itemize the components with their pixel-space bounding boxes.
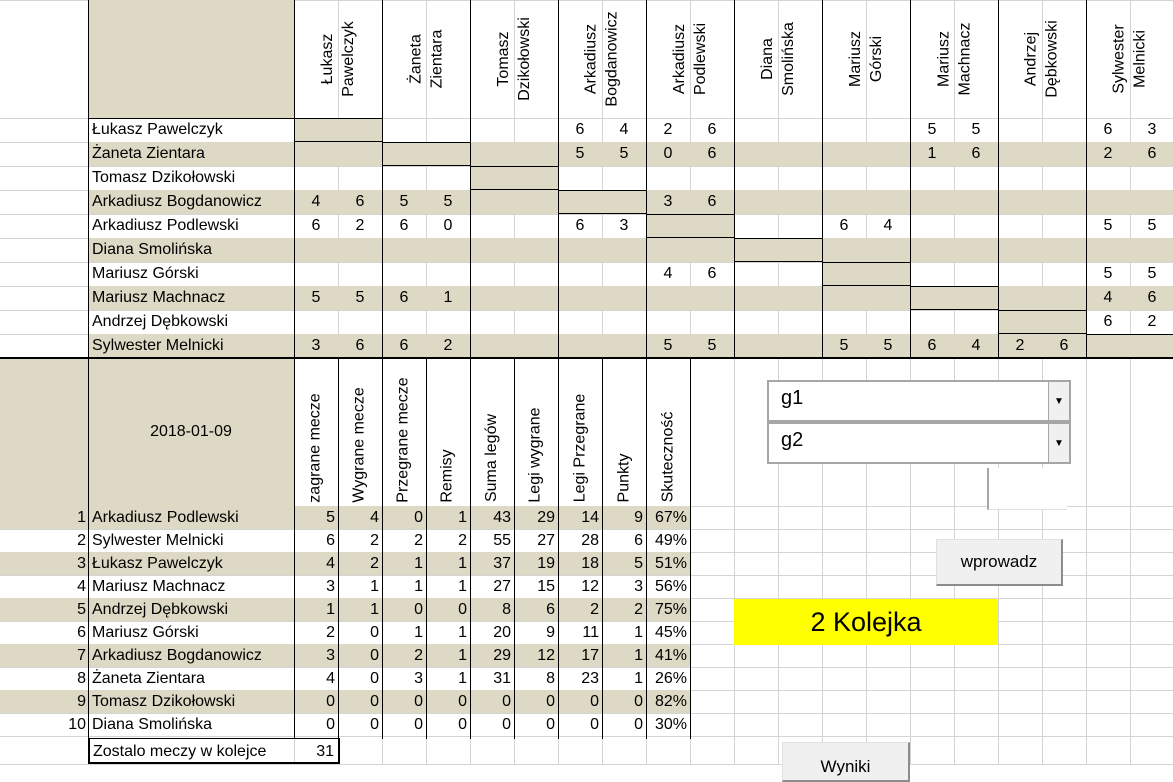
stat-header-label: Suma legów xyxy=(483,413,501,503)
stat-column-header xyxy=(602,360,646,506)
stat-cell: 8 xyxy=(502,601,511,618)
table-border xyxy=(734,261,822,262)
stat-cell: 5 xyxy=(634,555,643,572)
stat-cell: 12 xyxy=(581,578,599,595)
column-header-label: Sylwester Melnicki xyxy=(1110,24,1149,94)
score-cell: 2 xyxy=(443,337,453,354)
score-cell: 5 xyxy=(575,145,585,162)
stat-cell: 4 xyxy=(326,555,335,572)
stat-cell: 0 xyxy=(414,509,423,526)
stat-cell: 0 xyxy=(414,693,423,710)
stat-cell: 1 xyxy=(414,578,423,595)
diagonal-fill xyxy=(910,286,998,310)
score-cell: 5 xyxy=(355,289,365,306)
score-cell: 6 xyxy=(1059,337,1069,354)
table-border xyxy=(998,0,999,358)
stat-cell: 1 xyxy=(458,509,467,526)
score-cell: 6 xyxy=(707,193,717,210)
player-1-combo[interactable] xyxy=(767,380,1071,422)
stat-header-label: Legi Przegrane xyxy=(571,393,589,502)
score-cell: 4 xyxy=(619,121,629,138)
score-cell: 3 xyxy=(619,217,629,234)
table-border xyxy=(382,165,470,166)
round-banner: 2 Kolejka xyxy=(734,599,998,645)
table-border xyxy=(470,166,558,167)
stat-cell: 4 xyxy=(326,670,335,687)
efficiency-cell: 75% xyxy=(654,601,687,618)
column-header-label: Diana Smolińska xyxy=(759,22,797,96)
table-border xyxy=(88,358,89,739)
rank-cell: 9 xyxy=(77,693,86,710)
stat-cell: 23 xyxy=(581,670,599,687)
remaining-value: 31 xyxy=(316,743,334,760)
table-border xyxy=(822,285,910,286)
stat-column-header xyxy=(470,360,514,506)
table-border xyxy=(822,0,823,358)
score-cell: 2 xyxy=(1103,145,1113,162)
column-header-label: Tomasz Dzikołowski xyxy=(494,17,533,101)
stat-cell: 1 xyxy=(458,555,467,572)
score-cell: 6 xyxy=(311,217,321,234)
score-cell: 5 xyxy=(619,145,629,162)
score-cell: 5 xyxy=(1103,265,1113,282)
efficiency-cell: 26% xyxy=(654,670,687,687)
score-cell: 6 xyxy=(355,337,365,354)
stat-header-label: Legi wygrane xyxy=(527,406,545,503)
table-border xyxy=(822,262,910,263)
score-cell: 2 xyxy=(355,217,365,234)
score-cell: 6 xyxy=(575,217,585,234)
score-cell: 3 xyxy=(1147,121,1157,138)
table-border xyxy=(998,310,1086,311)
rank-cell: 8 xyxy=(77,670,86,687)
rank-cell: 2 xyxy=(77,532,86,549)
score-cell: 4 xyxy=(663,265,673,282)
stat-cell: 0 xyxy=(370,647,379,664)
stat-cell: 1 xyxy=(634,647,643,664)
stat-column-header xyxy=(426,360,470,506)
stat-cell: 4 xyxy=(370,509,379,526)
score-cell: 3 xyxy=(311,337,321,354)
table-border xyxy=(294,118,382,119)
stat-cell: 0 xyxy=(458,693,467,710)
score-cell: 5 xyxy=(1147,265,1157,282)
stat-column-header xyxy=(646,360,690,506)
results-button-label: Wyniki xyxy=(820,757,871,776)
table-border xyxy=(1086,357,1173,358)
score-input[interactable] xyxy=(987,468,1067,510)
table-border xyxy=(294,141,382,142)
stat-cell: 28 xyxy=(581,532,599,549)
stat-cell: 0 xyxy=(370,693,379,710)
score-cell: 4 xyxy=(883,217,893,234)
stat-cell: 15 xyxy=(537,578,555,595)
efficiency-cell: 67% xyxy=(654,509,687,526)
score-cell: 5 xyxy=(399,193,409,210)
rank-cell: 4 xyxy=(77,578,86,595)
stat-cell: 0 xyxy=(326,716,335,733)
stat-cell: 0 xyxy=(414,716,423,733)
stat-cell: 3 xyxy=(634,578,643,595)
efficiency-cell: 30% xyxy=(654,716,687,733)
stat-cell: 11 xyxy=(582,624,599,641)
player-row-label: Diana Smolińska xyxy=(92,241,213,258)
score-cell: 6 xyxy=(1147,145,1157,162)
standing-name: Diana Smolińska xyxy=(92,716,213,733)
rank-cell: 6 xyxy=(77,624,86,641)
score-cell: 0 xyxy=(443,217,453,234)
player-row-label: Arkadiusz Podlewski xyxy=(92,217,239,234)
stat-cell: 1 xyxy=(634,624,643,641)
stat-cell: 0 xyxy=(634,716,643,733)
stat-cell: 1 xyxy=(458,624,467,641)
stat-cell: 3 xyxy=(414,670,423,687)
band-fill xyxy=(88,238,1173,262)
score-cell: 6 xyxy=(927,337,937,354)
score-cell: 6 xyxy=(399,337,409,354)
score-cell: 4 xyxy=(1103,289,1113,306)
stat-cell: 0 xyxy=(370,624,379,641)
diagonal-fill xyxy=(558,190,646,214)
diagonal-fill xyxy=(1086,334,1173,358)
column-header-label: Mariusz Górski xyxy=(846,30,885,88)
score-cell: 4 xyxy=(311,193,321,210)
score-cell: 2 xyxy=(663,121,673,138)
stat-cell: 27 xyxy=(537,532,555,549)
table-border xyxy=(382,142,470,143)
score-cell: 6 xyxy=(399,217,409,234)
stat-cell: 0 xyxy=(546,716,555,733)
remaining-label: Zostalo meczy w kolejce xyxy=(93,743,267,760)
stat-cell: 0 xyxy=(370,716,379,733)
score-cell: 1 xyxy=(927,145,937,162)
table-border xyxy=(88,738,339,739)
stat-cell: 5 xyxy=(326,509,335,526)
stat-cell: 1 xyxy=(370,578,379,595)
table-border xyxy=(690,358,691,739)
band-fill xyxy=(88,286,1173,310)
table-border xyxy=(558,0,559,358)
stat-cell: 1 xyxy=(414,555,423,572)
stat-cell: 0 xyxy=(458,601,467,618)
stat-cell: 2 xyxy=(634,601,643,618)
score-cell: 6 xyxy=(399,289,409,306)
player-row-label: Arkadiusz Bogdanowicz xyxy=(92,193,262,210)
stat-cell: 27 xyxy=(493,578,511,595)
stat-cell: 2 xyxy=(458,532,467,549)
score-cell: 5 xyxy=(707,337,717,354)
column-header-label: Łukasz Pawelczyk xyxy=(318,21,357,97)
score-cell: 3 xyxy=(663,193,673,210)
score-cell: 6 xyxy=(355,193,365,210)
standing-name: Andrzej Dębkowski xyxy=(92,601,229,618)
chevron-down-icon[interactable]: ▼ xyxy=(1048,382,1069,420)
diagonal-fill xyxy=(822,262,910,286)
stat-cell: 2 xyxy=(370,555,379,572)
player-2-value: g2 xyxy=(781,429,804,451)
score-cell: 0 xyxy=(663,145,673,162)
stat-cell: 0 xyxy=(590,693,599,710)
table-border xyxy=(470,189,558,190)
table-border xyxy=(646,214,734,215)
diagonal-fill xyxy=(470,166,558,190)
diagonal-fill xyxy=(646,214,734,238)
stat-cell: 2 xyxy=(370,532,379,549)
stat-cell: 9 xyxy=(546,624,555,641)
stat-cell: 2 xyxy=(414,647,423,664)
standing-name: Sylwester Melnicki xyxy=(92,532,224,549)
diagonal-fill xyxy=(382,142,470,166)
stat-cell: 20 xyxy=(493,624,511,641)
stat-cell: 0 xyxy=(458,716,467,733)
stat-cell: 0 xyxy=(326,693,335,710)
score-cell: 5 xyxy=(443,193,453,210)
gridline xyxy=(1130,0,1131,764)
standing-name: Łukasz Pawelczyk xyxy=(92,555,223,572)
chevron-down-icon[interactable]: ▼ xyxy=(1048,424,1069,462)
column-header-label: Andrzej Dębkowski xyxy=(1022,20,1061,98)
player-2-combo[interactable] xyxy=(767,422,1071,464)
score-cell: 6 xyxy=(707,121,717,138)
diagonal-fill xyxy=(998,310,1086,334)
stat-cell: 1 xyxy=(458,647,467,664)
stat-column-header xyxy=(338,360,382,506)
stat-cell: 29 xyxy=(493,647,511,664)
score-cell: 6 xyxy=(707,145,717,162)
score-cell: 5 xyxy=(311,289,321,306)
stat-cell: 1 xyxy=(458,670,467,687)
stat-cell: 1 xyxy=(634,670,643,687)
stat-cell: 0 xyxy=(502,693,511,710)
score-cell: 6 xyxy=(971,145,981,162)
stat-cell: 0 xyxy=(370,670,379,687)
stat-cell: 0 xyxy=(634,693,643,710)
stat-cell: 1 xyxy=(370,601,379,618)
score-cell: 5 xyxy=(1103,217,1113,234)
diagonal-fill xyxy=(294,118,382,142)
score-cell: 5 xyxy=(663,337,673,354)
player-1-value: g1 xyxy=(781,387,804,409)
column-header-label: Żaneta Zientara xyxy=(406,29,445,89)
stat-cell: 6 xyxy=(326,532,335,549)
gridline xyxy=(0,764,1173,765)
rank-cell: 7 xyxy=(77,647,86,664)
player-row-label: Mariusz Górski xyxy=(92,265,199,282)
table-border xyxy=(646,0,647,358)
table-border xyxy=(910,286,998,287)
stat-cell: 6 xyxy=(634,532,643,549)
standing-name: Tomasz Dzikołowski xyxy=(92,693,236,710)
stat-column-header xyxy=(294,360,338,506)
score-cell: 5 xyxy=(883,337,893,354)
efficiency-cell: 49% xyxy=(654,532,687,549)
stat-cell: 18 xyxy=(581,555,599,572)
efficiency-cell: 82% xyxy=(654,693,687,710)
stat-cell: 3 xyxy=(326,647,335,664)
standing-name: Mariusz Machnacz xyxy=(92,578,226,595)
score-cell: 6 xyxy=(839,217,849,234)
score-cell: 5 xyxy=(927,121,937,138)
stat-cell: 9 xyxy=(634,509,643,526)
score-cell: 5 xyxy=(1147,217,1157,234)
efficiency-cell: 56% xyxy=(654,578,687,595)
score-cell: 1 xyxy=(443,289,453,306)
stat-cell: 17 xyxy=(581,647,599,664)
stat-header-label: Wygrane mecze xyxy=(351,386,369,503)
player-row-label: Łukasz Pawelczyk xyxy=(92,121,223,138)
standing-name: Arkadiusz Bogdanowicz xyxy=(92,647,262,664)
rank-cell: 5 xyxy=(77,601,86,618)
stat-column-header xyxy=(558,360,602,506)
stat-cell: 37 xyxy=(493,555,511,572)
stat-cell: 0 xyxy=(590,716,599,733)
standing-name: Arkadiusz Podlewski xyxy=(92,509,239,526)
stat-cell: 8 xyxy=(546,670,555,687)
diagonal-fill xyxy=(734,238,822,262)
stat-cell: 14 xyxy=(581,509,599,526)
efficiency-cell: 51% xyxy=(654,555,687,572)
stat-cell: 29 xyxy=(537,509,555,526)
table-border xyxy=(558,190,646,191)
stat-cell: 12 xyxy=(537,647,555,664)
table-border xyxy=(734,238,822,239)
table-border xyxy=(734,0,735,358)
stat-cell: 31 xyxy=(493,670,511,687)
rank-cell: 3 xyxy=(77,555,86,572)
player-row-label: Żaneta Zientara xyxy=(92,145,205,162)
score-cell: 2 xyxy=(1015,337,1025,354)
efficiency-cell: 45% xyxy=(654,624,687,641)
stat-header-label: Punkty xyxy=(615,453,633,502)
efficiency-cell: 41% xyxy=(654,647,687,664)
score-cell: 4 xyxy=(971,337,981,354)
stat-column-header xyxy=(514,360,558,506)
rank-cell: 10 xyxy=(68,716,86,733)
score-cell: 6 xyxy=(575,121,585,138)
stat-cell: 43 xyxy=(493,509,511,526)
player-row-label: Sylwester Melnicki xyxy=(92,337,224,354)
stat-cell: 55 xyxy=(493,532,511,549)
table-border xyxy=(88,0,89,358)
stat-header-label: Skuteczność xyxy=(659,411,676,502)
table-border xyxy=(910,0,911,358)
stat-cell: 2 xyxy=(326,624,335,641)
standing-name: Żaneta Zientara xyxy=(92,670,205,687)
table-border xyxy=(338,738,340,764)
table-border xyxy=(88,738,90,764)
stat-header-label: Remisy xyxy=(439,448,456,503)
column-header-label: Arkadiusz Podlewski xyxy=(671,22,709,96)
score-cell: 6 xyxy=(707,265,717,282)
table-border xyxy=(910,309,998,310)
player-row-label: Tomasz Dzikołowski xyxy=(92,169,236,186)
stat-cell: 2 xyxy=(590,601,599,618)
stat-cell: 3 xyxy=(326,578,335,595)
score-cell: 5 xyxy=(971,121,981,138)
score-cell: 2 xyxy=(1147,313,1157,330)
column-header-label: Mariusz Machnacz xyxy=(934,22,973,96)
results-button[interactable] xyxy=(782,742,910,782)
stat-cell: 0 xyxy=(546,693,555,710)
stat-cell: 6 xyxy=(546,601,555,618)
score-cell: 6 xyxy=(1147,289,1157,306)
stat-header-label: Przegrane mecze xyxy=(395,376,413,503)
stat-cell: 1 xyxy=(458,578,467,595)
column-header-label: Arkadiusz Bogdanowicz xyxy=(583,11,622,107)
stat-cell: 0 xyxy=(502,716,511,733)
score-cell: 6 xyxy=(1103,313,1113,330)
stat-header-label: zagrane mecze xyxy=(307,392,325,503)
stat-cell: 0 xyxy=(414,601,423,618)
score-cell: 5 xyxy=(839,337,849,354)
standing-name: Mariusz Górski xyxy=(92,624,199,641)
player-row-label: Andrzej Dębkowski xyxy=(92,313,229,330)
stat-column-header xyxy=(382,360,426,506)
rank-cell: 1 xyxy=(77,509,86,526)
stat-cell: 1 xyxy=(326,601,335,618)
table-border xyxy=(470,0,471,358)
table-border xyxy=(646,237,734,238)
player-row-label: Mariusz Machnacz xyxy=(92,289,226,306)
stat-cell: 19 xyxy=(537,555,555,572)
table-border xyxy=(1086,334,1173,335)
header-corner-fill xyxy=(88,0,294,118)
stat-cell: 1 xyxy=(414,624,423,641)
score-cell: 6 xyxy=(1103,121,1113,138)
submit-button[interactable]: wprowadz xyxy=(936,539,1063,586)
date-label: 2018-01-09 xyxy=(150,423,232,440)
stat-cell: 2 xyxy=(414,532,423,549)
